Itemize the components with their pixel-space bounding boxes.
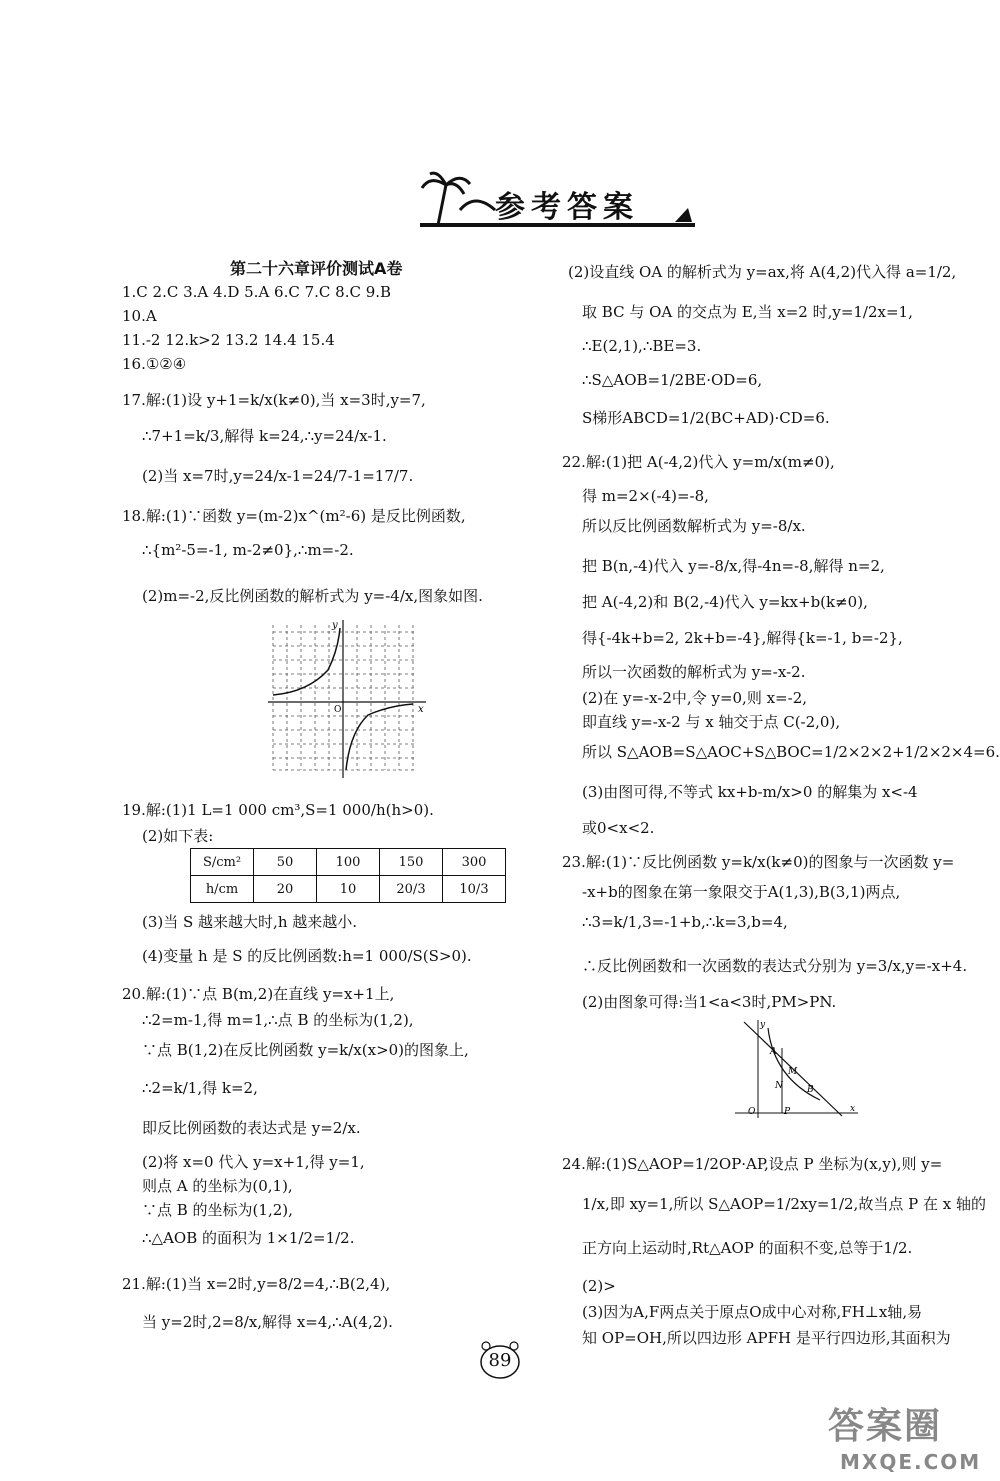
q24-line4: (2)> xyxy=(582,1277,616,1295)
q18-line1: 18.解:(1)∵函数 y=(m-2)x^(m²-6) 是反比例函数, xyxy=(122,507,466,525)
q22-line9: 即直线 y=-x-2 与 x 轴交于点 C(-2,0), xyxy=(582,713,841,731)
q21-line1: 21.解:(1)当 x=2时,y=8/2=4,∴B(2,4), xyxy=(122,1275,391,1293)
q22-line3: 所以反比例函数解析式为 y=-8/x. xyxy=(582,517,806,535)
table-cell: 150 xyxy=(380,849,443,876)
q22-line8: (2)在 y=-x-2中,令 y=0,则 x=-2, xyxy=(582,689,808,707)
q18-line2: ∴{m²-5=-1, m-2≠0},∴m=-2. xyxy=(142,541,354,559)
q20-line2: ∴2=m-1,得 m=1,∴点 B 的坐标为(1,2), xyxy=(142,1011,414,1029)
table-cell: 100 xyxy=(317,849,380,876)
label-n: N xyxy=(775,1081,783,1091)
label-b: B xyxy=(807,1085,814,1095)
q20-line9: ∴△AOB 的面积为 1×1/2=1/2. xyxy=(142,1229,355,1247)
answers-1-9: 1.C 2.C 3.A 4.D 5.A 6.C 7.C 8.C 9.B xyxy=(122,283,392,301)
table-row xyxy=(191,849,506,876)
q20-line3: ∵点 B(1,2)在反比例函数 y=k/x(x>0)的图象上, xyxy=(142,1041,469,1059)
label-x: x xyxy=(850,1104,856,1114)
q20-line8: ∵点 B 的坐标为(1,2), xyxy=(142,1201,293,1219)
q23-line1: 23.解:(1)∵反比例函数 y=k/x(k≠0)的图象与一次函数 y= xyxy=(562,853,955,871)
q22-line2: 得 m=2×(-4)=-8, xyxy=(582,487,709,505)
curve-branch-4th-quadrant xyxy=(346,704,413,770)
q24-line2: 1/x,即 xy=1,所以 S△AOP=1/2xy=1/2,故当点 P 在 x 轴的 xyxy=(582,1195,986,1213)
table-row xyxy=(191,876,506,903)
label-m: M xyxy=(788,1067,798,1077)
q22-line4: 把 B(n,-4)代入 y=-8/x,得-4n=-8,解得 n=2, xyxy=(582,557,885,575)
q19-line3: (3)当 S 越来越大时,h 越来越小. xyxy=(142,913,358,931)
q20-line5: 即反比例函数的表达式是 y=2/x. xyxy=(142,1119,361,1137)
table-cell: h/cm xyxy=(191,876,254,903)
q22-line1: 22.解:(1)把 A(-4,2)代入 y=m/x(m≠0), xyxy=(562,453,835,471)
q20-line7: 则点 A 的坐标为(0,1), xyxy=(142,1177,293,1195)
q21-cont-line4: ∴S△AOB=1/2BE·OD=6, xyxy=(582,371,763,389)
q21-cont-line2: 取 BC 与 OA 的交点为 E,当 x=2 时,y=1/2x=1, xyxy=(582,303,913,321)
label-y: y xyxy=(760,1020,766,1030)
label-p: P xyxy=(784,1107,791,1117)
q19-line1: 19.解:(1)1 L=1 000 cm³,S=1 000/h(h>0). xyxy=(122,801,434,819)
q20-line4: ∴2=k/1,得 k=2, xyxy=(142,1079,258,1097)
graph-y-neg4-over-x xyxy=(268,620,428,778)
table-cell: 10 xyxy=(317,876,380,903)
table-cell: 50 xyxy=(254,849,317,876)
q22-line11: (3)由图可得,不等式 kx+b-m/x>0 的解集为 x<-4 xyxy=(582,783,918,801)
q20-line1: 20.解:(1)∵点 B(m,2)在直线 y=x+1上, xyxy=(122,985,395,1003)
q20-line6: (2)将 x=0 代入 y=x+1,得 y=1, xyxy=(142,1153,365,1171)
q17-line1: 17.解:(1)设 y+1=k/x(k≠0),当 x=3时,y=7, xyxy=(122,391,426,409)
page-number-badge xyxy=(478,1340,522,1380)
answer-16: 16.①②④ xyxy=(122,355,187,373)
grid xyxy=(273,625,416,770)
y-axis-label: y xyxy=(332,620,338,631)
curve-branch-2nd-quadrant xyxy=(273,628,340,695)
watermark-url: MXQE.COM xyxy=(840,1450,982,1474)
q22-line12: 或0<x<2. xyxy=(582,819,655,837)
q21-cont-line3: ∴E(2,1),∴BE=3. xyxy=(582,337,702,355)
q22-line5: 把 A(-4,2)和 B(2,-4)代入 y=kx+b(k≠0), xyxy=(582,593,868,611)
label-o: O xyxy=(748,1107,756,1117)
q23-line3: ∴3=k/1,3=-1+b,∴k=3,b=4, xyxy=(582,913,788,931)
q17-line3: (2)当 x=7时,y=24/x-1=24/7-1=17/7. xyxy=(142,467,414,485)
q24-line6: 知 OP=OH,所以四边形 APFH 是平行四边形,其面积为 xyxy=(582,1329,951,1347)
q24-line1: 24.解:(1)S△AOP=1/2OP·AP,设点 P 坐标为(x,y),则 y= xyxy=(562,1155,943,1173)
table-cell: S/cm² xyxy=(191,849,254,876)
q17-line2: ∴7+1=k/3,解得 k=24,∴y=24/x-1. xyxy=(142,427,387,445)
watermark-text: 答案圈 xyxy=(828,1406,943,1447)
x-axis-label: x xyxy=(418,704,424,715)
q21-cont-line5: S梯形ABCD=1/2(BC+AD)·CD=6. xyxy=(582,409,830,427)
q24-line3: 正方向上运动时,Rt△AOP 的面积不变,总等于1/2. xyxy=(582,1239,913,1257)
table-cell: 300 xyxy=(443,849,506,876)
watermark xyxy=(820,1398,990,1478)
table-cell: 10/3 xyxy=(443,876,506,903)
q23-line2: -x+b的图象在第一象限交于A(1,3),B(3,1)两点, xyxy=(582,883,901,901)
q23-line5: (2)由图象可得:当1<a<3时,PM>PN. xyxy=(582,993,837,1011)
q22-line6: 得{-4k+b=2, 2k+b=-4},解得{k=-1, b=-2}, xyxy=(582,629,903,647)
title-banner xyxy=(420,170,700,232)
q21-cont-line1: (2)设直线 OA 的解析式为 y=ax,将 A(4,2)代入得 a=1/2, xyxy=(568,263,957,281)
q18-line3: (2)m=-2,反比例函数的解析式为 y=-4/x,图象如图. xyxy=(142,587,483,605)
s-h-table xyxy=(190,848,506,903)
page-number: 89 xyxy=(488,1350,512,1371)
q24-line5: (3)因为A,F两点关于原点O成中心对称,FH⊥x轴,易 xyxy=(582,1303,923,1321)
page-title: 参考答案 xyxy=(495,190,639,225)
answers-11-15: 11.-2 12.k>2 13.2 14.4 15.4 xyxy=(122,331,335,349)
q22-line7: 所以一次函数的解析式为 y=-x-2. xyxy=(582,663,806,681)
label-a: A xyxy=(770,1047,777,1057)
q22-line10: 所以 S△AOB=S△AOC+S△BOC=1/2×2×2+1/2×2×4=6. xyxy=(582,743,1000,761)
q21-line2: 当 y=2时,2=8/x,解得 x=4,∴A(4,2). xyxy=(142,1313,393,1331)
q23-line4: ∴反比例函数和一次函数的表达式分别为 y=3/x,y=-x+4. xyxy=(582,957,968,975)
answer-10: 10.A xyxy=(122,307,157,325)
graph-line-and-hyperbola xyxy=(730,1018,860,1120)
table-cell: 20/3 xyxy=(380,876,443,903)
chapter-title: 第二十六章评价测试A卷 xyxy=(230,259,403,278)
q19-line4: (4)变量 h 是 S 的反比例函数:h=1 000/S(S>0). xyxy=(142,947,472,965)
table-cell: 20 xyxy=(254,876,317,903)
origin-label: O xyxy=(334,705,342,715)
q19-line2: (2)如下表: xyxy=(142,827,214,845)
